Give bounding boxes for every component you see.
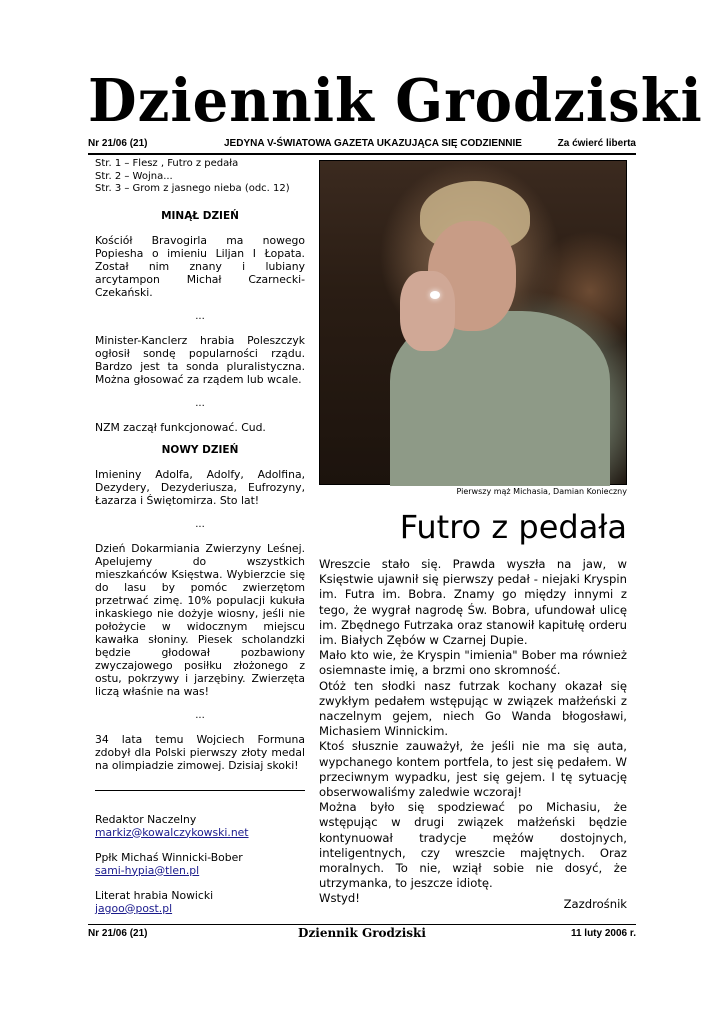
separator: ... — [195, 310, 205, 322]
photo-caption: Pierwszy mąż Michasia, Damian Konieczny — [456, 487, 627, 496]
footer-issue: Nr 21/06 (21) — [88, 928, 148, 939]
article-paragraph: Mało kto wie, że Kryspin "imienia" Bober ma również osiemnaste imię, a brzmi ono skromność. — [319, 648, 627, 678]
article-headline: Futro z pedała — [399, 508, 627, 546]
toc-item: Str. 3 – Grom z jasnego nieba (odc. 12) — [95, 183, 290, 194]
footer-divider — [88, 924, 636, 925]
separator: ... — [195, 397, 205, 409]
article-paragraph: Można było się spodziewać po Michasiu, że wstępując w drugi związek małżeński będzie kontynuował tradycje mężów dostojnych, inteligentnych, czy wreszcie majętnych. Oraz moralnych. To nie, wziął sobie nie dosyć, że utrzymanka, to jeszcze idiotę. — [319, 800, 627, 891]
separator: ... — [195, 518, 205, 530]
news-paragraph: NZM zaczął funkcjonować. Cud. — [95, 420, 266, 434]
section-title-minal-dzien: MINĄŁ DZIEŃ — [161, 209, 239, 222]
tagline: JEDYNA V-ŚWIATOWA GAZETA UKAZUJĄCA SIĘ CODZIENNIE — [224, 138, 522, 149]
news-paragraph: Imieniny Adolfa, Adolfy, Adolfina, Dezydery, Dezyderiusza, Eufrozyny, Łazarza i Świętomirza. Sto lat! — [95, 467, 305, 507]
price: Za ćwierć liberta — [557, 138, 636, 149]
news-paragraph: Kościół Bravogirla ma nowego Popiesha o imieniu Liljan I Łopata. Został nim znany i lubiany arcytampon Michał Czarnecki-Czekański. — [95, 233, 305, 299]
footer-paper-name: Dziennik Grodziski — [298, 926, 426, 940]
photo-person-hand — [400, 271, 455, 351]
article-paragraph: Ktoś słusznie zauważył, że jeśli nie ma się auta, wypchanego kontem portfela, to jest się pedałem. W przeciwnym wypadku, jest się gejem. I tę sytuację obserwowaliśmy zaledwie wczoraj! — [319, 739, 627, 800]
masthead-divider — [88, 153, 636, 155]
staff-role: Literat hrabia Nowicki — [95, 888, 214, 902]
staff-entry — [95, 889, 305, 915]
masthead-meta — [88, 138, 636, 152]
footer — [88, 928, 636, 942]
article-paragraph: Wreszcie stało się. Prawda wyszła na jaw, w Księstwie ujawnił się pierwszy pedał - niejaki Kryspin im. Futra im. Bobra. Znamy go między innymi z tego, że wygrał nagrodę Św. Bobra, ufundował ulicę im. Zbędnego Futrzaka oraz stanowił kapitułę orderu im. Białych Zębów w Czarnej Dupie. — [319, 557, 627, 648]
toc-item: Str. 1 – Flesz , Futro z pedała — [95, 158, 239, 169]
left-column — [95, 158, 305, 927]
staff-role: Redaktor Naczelny — [95, 812, 197, 826]
photo-cigarette-glow — [430, 291, 440, 299]
staff-divider — [95, 790, 305, 791]
article-photo — [319, 160, 627, 485]
article-signature: Zazdrośnik — [563, 897, 627, 911]
masthead-title: Dziennik Grodziski — [88, 66, 703, 136]
staff-email-link[interactable]: sami-hypia@tlen.pl — [95, 863, 200, 877]
toc-item: Str. 2 – Wojna... — [95, 170, 173, 182]
article-paragraph: Wstyd! — [319, 891, 360, 906]
footer-date: 11 luty 2006 r. — [570, 928, 636, 939]
staff-email-link[interactable]: markiz@kowalczykowski.net — [95, 825, 249, 839]
staff-entry — [95, 813, 305, 839]
news-paragraph: Dzień Dokarmiania Zwierzyny Leśnej. Apelujemy do wszystkich mieszkańców Księstwa. Wybierzcie się do lasu by pomóc zwierzętom przetrwać zimę. 10% populacji kukuła inkaskiego nie dożyje wiosny, jeśli nie położycie w widocznym miejscu kawałka słoniny. Piesek scholandzki będzie głodował pozbawiony zwyczajowego posiłku złożonego z ostu, pokrzywy i jarzębiny. Zwierzęta liczą właśnie na was! — [95, 541, 305, 698]
separator: ... — [195, 709, 205, 721]
section-title-nowy-dzien: NOWY DZIEŃ — [161, 443, 239, 456]
news-paragraph: 34 lata temu Wojciech Formuna zdobył dla Polski pierwszy złoty medal na olimpiadzie zimowej. Dzisiaj skoki! — [95, 732, 305, 772]
table-of-contents — [95, 158, 305, 196]
article-body — [319, 557, 627, 907]
article-paragraph: Otóż ten słodki nasz futrzak kochany okazał się zwykłym pedałem wstępując w związek małżeński z naczelnym gejem, niech Go Wanda błogosławi, Michasiem Winnickim. — [319, 678, 627, 739]
news-paragraph: Minister-Kanclerz hrabia Poleszczyk ogłosił sondę popularności rządu. Bardzo jest ta sonda pluralistyczna. Można głosować za rządem lub wcale. — [95, 333, 305, 386]
masthead — [88, 66, 703, 136]
issue-number: Nr 21/06 (21) — [88, 138, 148, 149]
staff-email-link[interactable]: jagoo@post.pl — [95, 901, 173, 915]
staff-role: Ppłk Michaś Winnicki-Bober — [95, 850, 243, 864]
staff-entry — [95, 851, 305, 877]
